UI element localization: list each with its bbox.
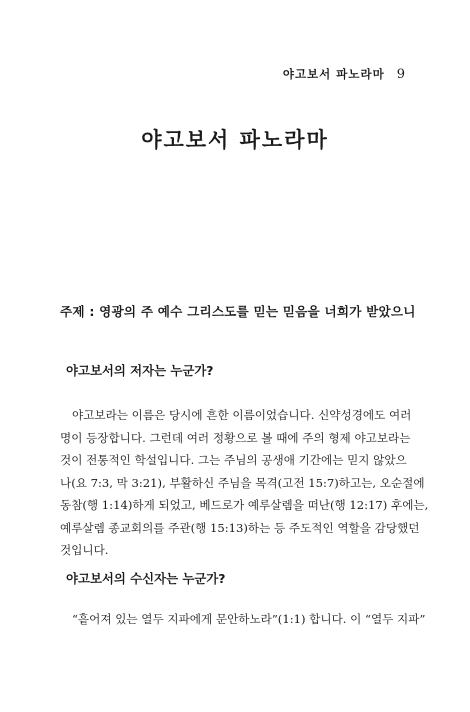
running-header — [283, 66, 406, 82]
chapter-title: 야고보서 파노라마 — [141, 128, 329, 152]
section-body-recipients — [60, 608, 426, 631]
body-line: 것이 전통적인 학설입니다. 그는 주님의 공생애 기간에는 믿지 않았으 — [60, 453, 407, 467]
body-line: 것입니다. — [60, 543, 109, 557]
body-line: 야고보라는 이름은 당시에 흔한 이름이었습니다. 신약성경에도 여러 — [72, 408, 412, 422]
body-line: 나(요 7:3, 막 3:21), 부활하신 주님을 목격(고전 15:7)하고는, 오순절에 — [60, 475, 425, 490]
body-line: 명이 등장합니다. 그런데 여러 정황으로 볼 때에 주의 형제 야고보라는 — [60, 430, 411, 445]
section-body-author — [60, 404, 429, 562]
body-line: “흩어져 있는 열두 지파에게 문안하노라”(1:1) 합니다. 이 “열두 지파” — [72, 612, 426, 626]
section-heading-recipients: 야고보서의 수신자는 누군가? — [66, 571, 226, 586]
running-title: 야고보서 파노라마 — [282, 67, 385, 81]
body-line: 예루살렘 종교회의를 주관(행 15:13)하는 등 주도적인 역할을 감당했던 — [60, 520, 420, 535]
theme-line: 주제 : 영광의 주 예수 그리스도를 믿는 믿음을 너희가 받았으니 — [60, 304, 416, 319]
body-line: 동참(행 1:14)하게 되었고, 베드로가 예루살렘을 떠난(행 12:17) 후에는, — [60, 498, 429, 512]
page-number: 9 — [396, 67, 406, 82]
section-heading-author: 야고보서의 저자는 누군가? — [66, 363, 214, 378]
